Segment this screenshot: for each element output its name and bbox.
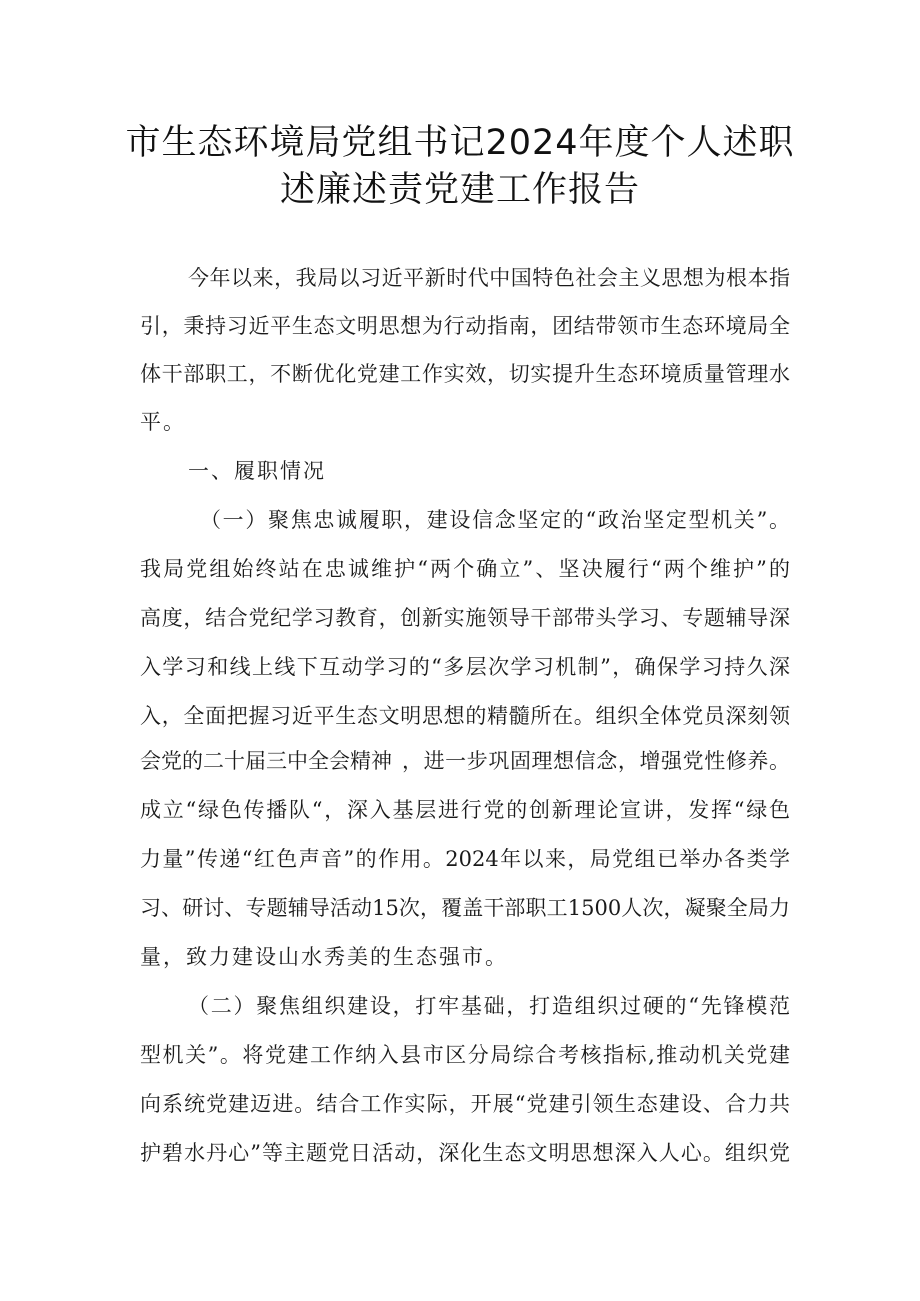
paragraph-line: 我局党组始终站在忠诚维护“两个确立”、坚决履行“两个维护”的: [140, 557, 790, 581]
paragraph-line: 今年以来，我局以习近平新时代中国特色社会主义思想为根本指: [188, 266, 790, 290]
paragraph-line: 力量”传递“红色声音”的作用。2024年以来，局党组已举办各类学: [140, 847, 790, 871]
paragraph-line: 体干部职工，不断优化党建工作实效，切实提升生态环境质量管理水: [140, 362, 790, 386]
paragraph-line: 习、研讨、专题辅导活动15次，覆盖干部职工1500人次，凝聚全局力: [140, 896, 790, 920]
paragraph-line: 高度，结合党纪学习教育，创新实施领导干部带头学习、专题辅导深: [140, 606, 790, 630]
paragraph-line: ，进一步巩固理想信念，增强党性修养。: [402, 749, 790, 773]
document-title-line-2: 述廉述责党建工作报告: [279, 170, 640, 210]
paragraph-line: 向系统党建迈进。结合工作实际，开展“党建引领生态建设、合力共: [140, 1092, 790, 1116]
paragraph-line: 入学习和线上线下互动学习的“多层次学习机制”，确保学习持久深: [140, 655, 790, 679]
paragraph-line: 护碧水丹心”等主题党日活动，深化生态文明思想深入人心。组织党: [140, 1141, 790, 1165]
paragraph-line-bold-run: 会党的二十届三中全会精神: [140, 749, 392, 773]
paragraph-line: 型机关”。将党建工作纳入县市区分局综合考核指标,推动机关党建: [140, 1043, 790, 1067]
paragraph-line: 引，秉持习近平生态文明思想为行动指南，团结带领市生态环境局全: [140, 314, 790, 338]
section-heading-text: 一、履职情况: [188, 459, 326, 483]
paragraph-line: 量，致力建设山水秀美的生态强市。: [140, 945, 508, 969]
paragraph-line: 入，全面把握习近平生态文明思想的精髓所在。组织全体党员深刻领: [140, 704, 790, 728]
document-title-line-1: 市生态环境局党组书记2024年度个人述职: [125, 123, 795, 163]
paragraph-line: 平。: [140, 410, 186, 434]
paragraph-line: （二）聚焦组织建设，打牢基础，打造组织过硬的“先锋模范: [188, 994, 790, 1018]
paragraph-line: （一）聚焦忠诚履职，建设信念坚定的“政治坚定型机关”。: [200, 508, 790, 532]
paragraph-line: 成立“绿色传播队“，深入基层进行党的创新理论宣讲，发挥“绿色: [140, 798, 790, 822]
